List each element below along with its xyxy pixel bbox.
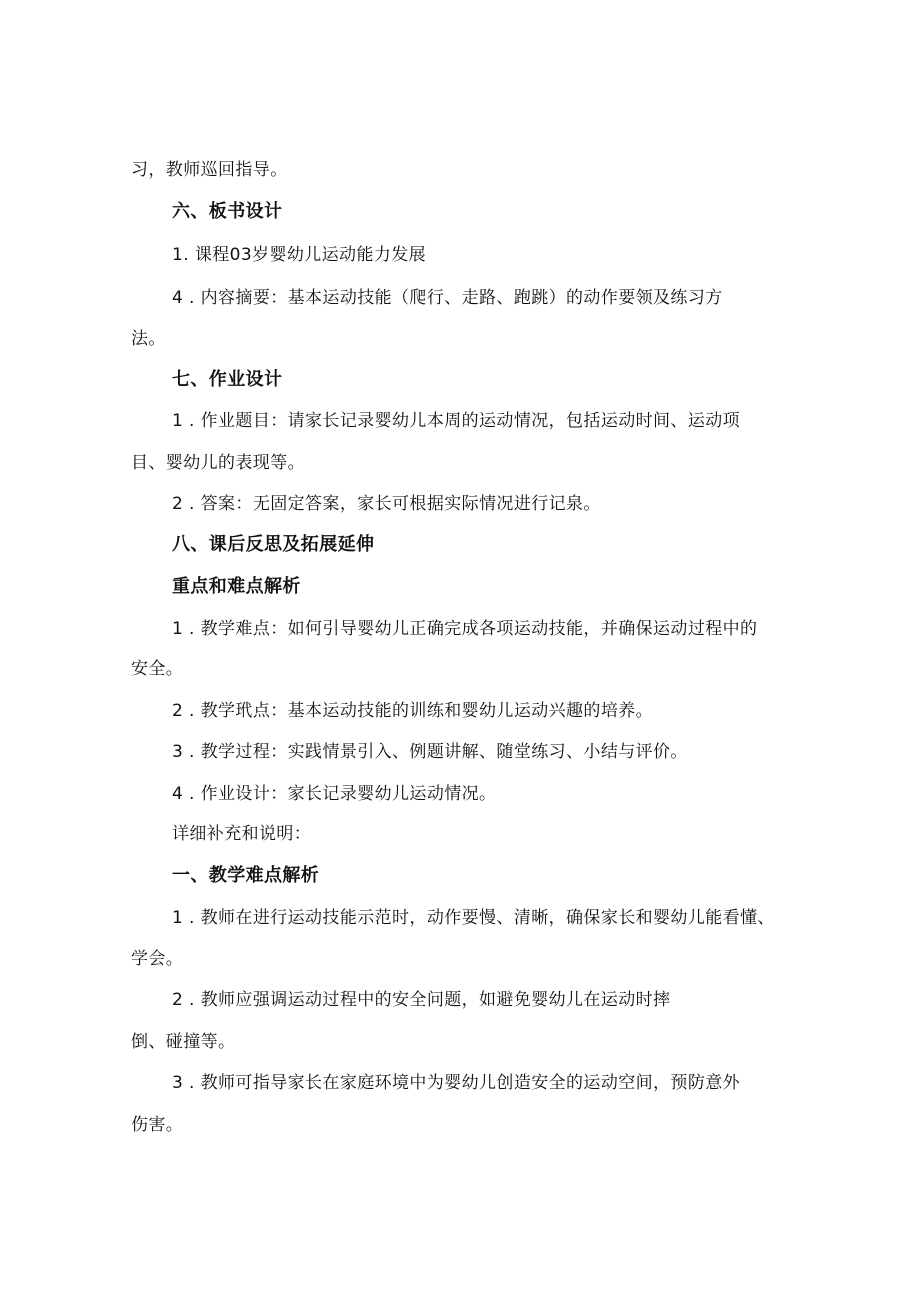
paragraph-line: 目、婴幼儿的表现等。 [131, 453, 305, 473]
list-item: 2 . 答案：无固定答案，家长可根据实际情况进行记泉。 [172, 494, 601, 514]
section-heading-difficulty-analysis: 一、教学难点解析 [172, 865, 320, 886]
subsection-heading-key-points: 重点和难点解析 [172, 576, 301, 597]
paragraph-line: 学会。 [131, 949, 184, 969]
section-heading-reflection: 八、课后反思及拓展延伸 [172, 534, 375, 555]
list-item: 3 . 教学过程：实践情景引入、例题讲解、随堂练习、小结与评价。 [172, 742, 688, 762]
section-heading-board-design: 六、板书设计 [172, 201, 283, 222]
paragraph-line: 倒、碰撞等。 [131, 1032, 236, 1052]
list-item: 1 . 教师在进行运动技能示范时，动作要慢、清晰，确保家长和婴幼儿能看懂、 [172, 908, 775, 928]
paragraph-line: 习，教师巡回指导。 [131, 160, 288, 180]
list-item: 4 . 内容摘要：基本运动技能（爬行、走路、跑跳）的动作要领及练习方 [172, 288, 723, 308]
paragraph-line: 法。 [131, 329, 166, 349]
list-item: 1. 课程03岁婴幼儿运动能力发展 [172, 245, 427, 265]
list-item: 3 . 教师可指导家长在家庭环境中为婴幼儿创造安全的运动空间，预防意外 [172, 1073, 741, 1093]
list-item: 4 . 作业设计：家长记录婴幼儿运动情况。 [172, 784, 497, 804]
paragraph-line: 详细补充和说明： [172, 824, 312, 844]
list-item: 1 . 作业题目：请家长记录婴幼儿本周的运动情况，包括运动时间、运动项 [172, 411, 741, 431]
list-item: 1 . 教学难点：如何引导婴幼儿正确完成各项运动技能，并确保运动过程中的 [172, 619, 758, 639]
list-item: 2 . 教学玳点：基本运动技能的训练和婴幼儿运动兴趣的培养。 [172, 701, 654, 721]
section-heading-homework-design: 七、作业设计 [172, 369, 283, 390]
paragraph-line: 伤害。 [131, 1115, 184, 1135]
paragraph-line: 安全。 [131, 659, 184, 679]
list-item: 2 . 教师应强调运动过程中的安全问题，如避免婴幼儿在运动时摔 [172, 990, 671, 1010]
